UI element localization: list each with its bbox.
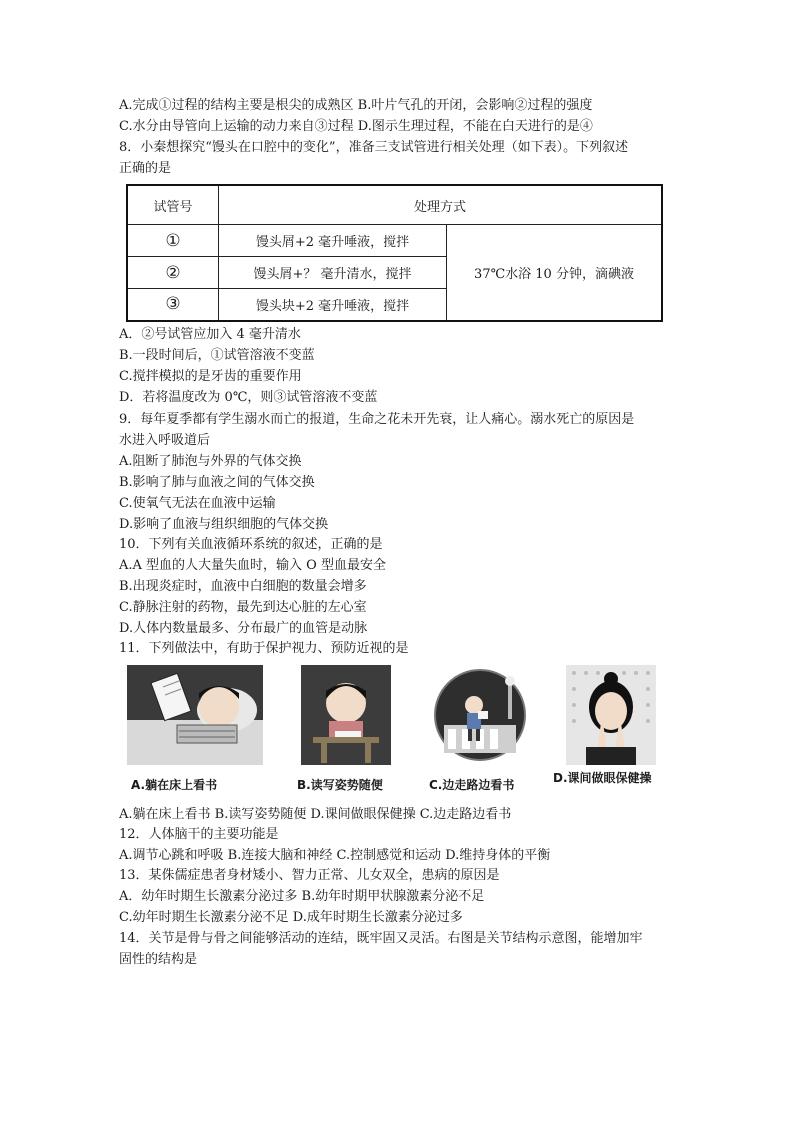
q10-option-d: D.人体内数量最多、分布最广的血管是动脉 [119, 621, 368, 636]
q13-options-cd: C.幼年时期生长激素分泌不足 D.成年时期生长激素分泌过多 [119, 910, 463, 925]
table-shared-condition: 37℃水浴 10 分钟，滴碘液 [447, 225, 663, 321]
table-row-tube-no: ① [127, 225, 219, 257]
q11-options: A.躺在床上看书 B.读写姿势随便 D.课间做眼保健操 C.边走路边看书 [119, 807, 512, 822]
picture-caption: A.躺在床上看书 [131, 778, 218, 792]
picture-reading-in-bed [127, 665, 263, 769]
q8-option-b: B.一段时间后，①试管溶液不变蓝 [119, 348, 315, 363]
question-9-stem: 9．每年夏季都有学生溺水而亡的报道，生命之花未开先衰，让人痛心。溺水死亡的原因是 [119, 412, 635, 427]
table-row-tube-no: ③ [127, 289, 219, 321]
question-13-stem: 13．某侏儒症患者身材矮小、智力正常、儿女双全，患病的原因是 [119, 868, 500, 883]
q11-picture-strip [119, 665, 674, 795]
picture-caption: C.边走路边看书 [429, 778, 515, 792]
question-14-stem: 14．关节是骨与骨之间能够活动的连结，既牢固又灵活。右图是关节结构示意图，能增加牢 [119, 931, 643, 946]
table-row-tube-no: ② [127, 257, 219, 289]
q9-option-b: B.影响了肺与血液之间的气体交换 [119, 475, 315, 490]
q9-option-c: C.使氧气无法在血液中运输 [119, 496, 276, 511]
table-row-method: 馒头屑+？ 毫升清水，搅拌 [219, 257, 447, 289]
picture-bad-posture [301, 665, 391, 769]
line-q7-cd: C.水分由导管向上运输的动力来自③过程 D.图示生理过程，不能在白天进行的是④ [119, 119, 593, 134]
question-9-stem-cont: 水进入呼吸道后 [119, 433, 211, 448]
q10-option-a: A.A 型血的人大量失血时，输入 O 型血最安全 [119, 558, 386, 573]
test-tube-table [126, 184, 663, 322]
q12-options: A.调节心跳和呼吸 B.连接大脑和神经 C.控制感觉和运动 D.维持身体的平衡 [119, 848, 551, 863]
table-header-method: 处理方式 [219, 185, 663, 225]
table-header-tube: 试管号 [127, 185, 219, 225]
picture-eye-exercise [566, 665, 656, 769]
question-11-stem: 11．下列做法中，有助于保护视力、预防近视的是 [119, 641, 409, 656]
q10-option-b: B.出现炎症时，血液中白细胞的数量会增多 [119, 579, 367, 594]
q10-option-c: C.静脉注射的药物，最先到达心脏的左心室 [119, 600, 367, 615]
question-10-stem: 10．下列有关血液循环系统的叙述，正确的是 [119, 537, 383, 552]
question-14-stem-cont: 固性的结构是 [119, 952, 198, 967]
table-row-method: 馒头块+2 毫升唾液，搅拌 [219, 289, 447, 321]
q8-option-d: D．若将温度改为 0℃，则③试管溶液不变蓝 [119, 390, 378, 405]
question-8-stem: 8．小秦想探究“馒头在口腔中的变化”，准备三支试管进行相关处理（如下表）。下列叙述 [119, 140, 629, 155]
picture-caption: D.课间做眼保健操 [553, 771, 652, 785]
q13-options-ab: A．幼年时期生长激素分泌过多 B.幼年时期甲状腺激素分泌不足 [119, 889, 485, 904]
table-row-method: 馒头屑+2 毫升唾液，搅拌 [219, 225, 447, 257]
q9-option-a: A.阻断了肺泡与外界的气体交换 [119, 454, 302, 469]
question-12-stem: 12．人体脑干的主要功能是 [119, 827, 279, 842]
q8-option-a: A．②号试管应加入 4 毫升清水 [119, 327, 301, 342]
line-q7-ab: A.完成①过程的结构主要是根尖的成熟区 B.叶片气孔的开闭，会影响②过程的强度 [119, 98, 593, 113]
q8-option-c: C.搅拌模拟的是牙齿的重要作用 [119, 369, 302, 384]
picture-caption: B.读写姿势随便 [297, 778, 383, 792]
question-8-stem-cont: 正确的是 [119, 161, 172, 176]
picture-walking-reading [434, 665, 526, 769]
q9-option-d: D.影响了血液与组织细胞的气体交换 [119, 517, 329, 532]
